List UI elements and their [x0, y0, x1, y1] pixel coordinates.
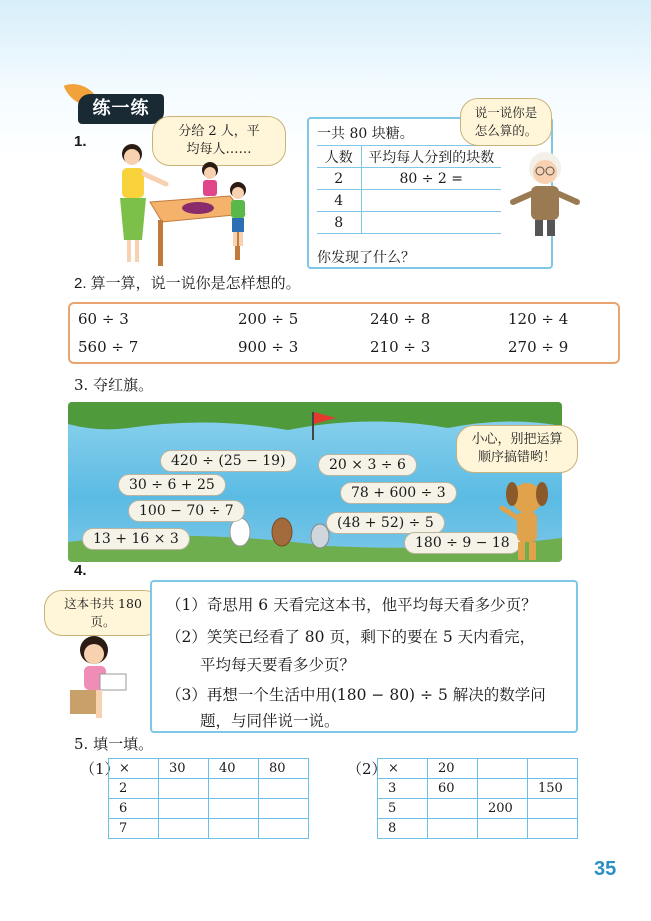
grandpa-illustration: [505, 148, 585, 240]
expression-stone[interactable]: 13 + 16 × 3: [82, 528, 190, 550]
calc-item: 270 ÷ 9: [508, 338, 569, 356]
teacher-leg: [135, 240, 139, 262]
table-header-row: [317, 146, 501, 168]
calc-box: [68, 302, 620, 364]
answer-cell[interactable]: [428, 799, 478, 819]
dog-bubble-line2: 顺序搞错哟！: [477, 450, 556, 465]
answer-cell[interactable]: [528, 759, 578, 779]
boy-face: [232, 187, 244, 199]
header-cell: 40: [209, 759, 259, 779]
table1-tag: （1）: [80, 760, 120, 778]
teacher-bubble-line1: 分给 2 人，平: [178, 124, 260, 139]
table-row: [109, 819, 309, 839]
stool: [70, 690, 100, 714]
page-number: 35: [594, 858, 617, 880]
girl-shirt: [203, 180, 217, 196]
candy-table: [317, 145, 501, 234]
answer-cell[interactable]: [209, 799, 259, 819]
calc-item: 900 ÷ 3: [238, 338, 299, 356]
row-label-cell: 7: [109, 819, 159, 839]
each-cell[interactable]: 80 ÷ 2 =: [361, 168, 501, 190]
grandpa-speech-bubble: [460, 98, 552, 146]
section-badge: 练一练: [78, 94, 164, 124]
table-row: [317, 190, 501, 212]
dog-ear: [506, 482, 518, 506]
answer-cell[interactable]: [428, 819, 478, 839]
answer-cell[interactable]: [209, 779, 259, 799]
expression-stone[interactable]: 20 × 3 ÷ 6: [318, 454, 417, 476]
col-each-header: 平均每人分到的块数: [361, 146, 501, 168]
header-cell: ×: [109, 759, 159, 779]
people-cell: 2: [317, 168, 361, 190]
answer-cell[interactable]: [259, 799, 309, 819]
answer-cell[interactable]: [259, 779, 309, 799]
row-label-cell: 3: [378, 779, 428, 799]
candy-plate: [182, 202, 214, 214]
candy-total-text: 一共 80 块糖。: [317, 126, 414, 142]
teacher-face: [124, 149, 140, 165]
answer-cell[interactable]: [478, 819, 528, 839]
teacher-bubble-line2: 均每人……: [186, 142, 252, 157]
grandpa-leg: [547, 220, 555, 236]
calc-item: 120 ÷ 4: [508, 310, 569, 328]
task3-label: 3. 夺红旗。: [74, 376, 154, 394]
grandpa-bubble-line1: 说一说你是: [474, 105, 538, 120]
calc-item: 210 ÷ 3: [370, 338, 431, 356]
answer-cell[interactable]: [159, 799, 209, 819]
expression-stone[interactable]: 100 − 70 ÷ 7: [128, 500, 245, 522]
table2-tag: （2）: [347, 760, 387, 778]
dog-leg: [518, 542, 525, 560]
task2-label: [74, 272, 301, 293]
value-cell: 60: [428, 779, 478, 799]
problem-line: （2）笑笑已经看了 80 页，剩下的要在 5 天内看完，: [166, 628, 536, 646]
teacher-skirt: [120, 198, 146, 240]
problem-line: （3）再想一个生活中用(180 − 80) ÷ 5 解决的数学问: [166, 686, 546, 704]
expression-stone[interactable]: 78 + 600 ÷ 3: [340, 482, 457, 504]
fill-table-1: [108, 758, 309, 839]
calc-item: 240 ÷ 8: [370, 310, 431, 328]
expression-stone[interactable]: (48 + 52) ÷ 5: [326, 512, 445, 534]
problem-line: 平均每天要看多少页？: [200, 656, 356, 674]
expression-stone[interactable]: 30 ÷ 6 + 25: [118, 474, 226, 496]
answer-cell[interactable]: [528, 799, 578, 819]
value-cell: 150: [528, 779, 578, 799]
row-label-cell: 2: [109, 779, 159, 799]
answer-cell[interactable]: [528, 819, 578, 839]
answer-cell[interactable]: [259, 819, 309, 839]
rabbit-figure: [230, 518, 250, 546]
problem-line: 题，与同伴说一说。: [200, 712, 340, 730]
girl-speech-bubble: 这本书共 180 页。: [44, 590, 162, 636]
answer-cell[interactable]: [209, 819, 259, 839]
reading-problem-notebook: [150, 580, 578, 733]
each-cell[interactable]: [361, 212, 501, 234]
girl-leg: [96, 690, 102, 718]
dog-speech-bubble: [456, 425, 578, 473]
grandpa-arm: [513, 194, 531, 202]
table-header-row: [109, 759, 309, 779]
grandpa-coat: [531, 186, 559, 220]
dog-arm: [502, 508, 518, 518]
dog-bubble-line1: 小心，别把运算: [471, 432, 563, 447]
dog-leg: [529, 542, 536, 560]
task4-number: 4.: [74, 562, 87, 579]
task5-label: 5. 填一填。: [74, 735, 154, 753]
answer-cell[interactable]: [478, 759, 528, 779]
table-header-row: [378, 759, 578, 779]
answer-cell[interactable]: [478, 779, 528, 799]
boy-shirt: [231, 200, 245, 218]
task1-number: 1.: [74, 133, 87, 150]
col-people-header: 人数: [317, 146, 361, 168]
fill-table-2: [377, 758, 578, 839]
table-leg: [158, 220, 163, 266]
table-row: [317, 212, 501, 234]
boy-pants: [232, 218, 244, 232]
answer-cell[interactable]: [159, 779, 209, 799]
grandpa-bubble-line2: 怎么算的。: [474, 123, 538, 138]
row-label-cell: 8: [378, 819, 428, 839]
table-row: [378, 819, 578, 839]
monkey-figure: [272, 518, 292, 546]
calc-item: 200 ÷ 5: [238, 310, 299, 328]
boy-leg: [239, 232, 243, 246]
header-cell: ×: [378, 759, 428, 779]
teacher-students-illustration: [100, 140, 260, 270]
people-cell: 4: [317, 190, 361, 212]
teacher-arm: [144, 174, 166, 184]
expression-stone[interactable]: 180 ÷ 9 − 18: [404, 532, 521, 554]
calc-item: 60 ÷ 3: [78, 310, 129, 328]
task2-label-text: 2. 算一算，说一说你是怎样想的。: [74, 275, 301, 292]
answer-cell[interactable]: [159, 819, 209, 839]
grandpa-leg: [535, 220, 543, 236]
header-cell: 20: [428, 759, 478, 779]
value-cell: 200: [478, 799, 528, 819]
girl-face: [204, 167, 216, 179]
dog-ear: [536, 482, 548, 506]
table-row: [317, 168, 501, 190]
teacher-shirt: [122, 168, 144, 198]
boy-leg: [233, 232, 237, 246]
girl-face: [84, 644, 104, 664]
calc-item: 560 ÷ 7: [78, 338, 139, 356]
table-row: [109, 779, 309, 799]
table-row: [378, 799, 578, 819]
row-label-cell: 6: [109, 799, 159, 819]
each-cell[interactable]: [361, 190, 501, 212]
expression-stone[interactable]: 420 ÷ (25 − 19): [160, 450, 297, 472]
find-question: 你发现了什么？: [317, 250, 415, 266]
row-label-cell: 5: [378, 799, 428, 819]
flag-pole: [312, 412, 314, 440]
header-cell: 80: [259, 759, 309, 779]
table-row: [378, 779, 578, 799]
table-row: [109, 799, 309, 819]
header-cell: 30: [159, 759, 209, 779]
teacher-leg: [127, 240, 131, 262]
people-cell: 8: [317, 212, 361, 234]
grandpa-arm: [559, 194, 577, 202]
girl-reading-illustration: [60, 632, 140, 724]
problem-line: （1）奇思用 6 天看完这本书，他平均每天看多少页？: [166, 596, 537, 614]
dog-illustration: [492, 478, 562, 566]
book-icon: [100, 674, 126, 690]
